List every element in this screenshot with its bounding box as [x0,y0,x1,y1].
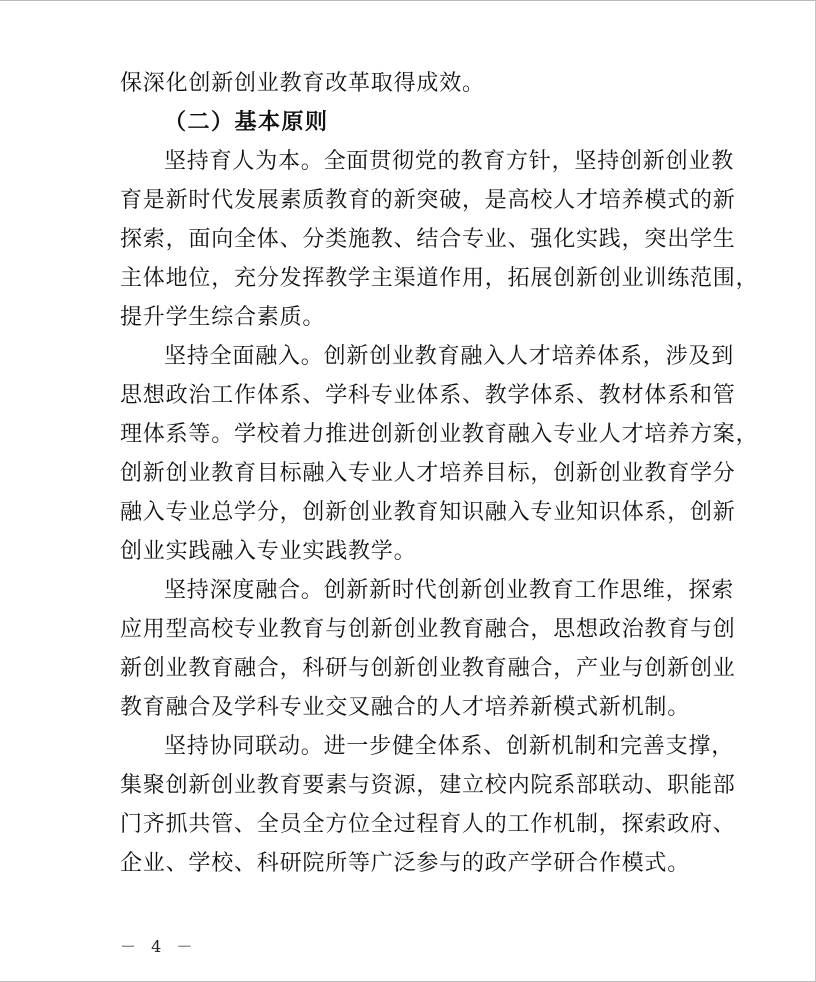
page-number: － 4 － [120,937,198,956]
document-body [120,64,759,883]
principle-paragraph-2-line-6: 创业实践融入专业实践教学。 [120,539,417,564]
principle-paragraph-1-line-1: 坚持育人为本。全面贯彻党的教育方针，坚持创新创业教 [164,149,735,174]
principle-paragraph-2-line-4: 创新创业教育目标融入专业人才培养目标，创新创业教育学分 [120,461,736,486]
principle-paragraph-2-line-2: 思想政治工作体系、学科专业体系、教学体系、教材体系和管 [120,383,736,408]
principle-paragraph-3-line-4: 教育融合及学科专业交叉融合的人才培养新模式新机制。 [120,695,691,720]
principle-paragraph-2-line-5: 融入专业总学分，创新创业教育知识融入专业知识体系，创新 [120,500,736,525]
principle-paragraph-1-line-3: 探索，面向全体、分类施教、结合专业、强化实践，突出学生 [120,227,736,252]
principle-paragraph-1-line-5: 提升学生综合素质。 [120,305,326,330]
principle-paragraph-3-line-2: 应用型高校专业教育与创新创业教育融合，思想政治教育与创 [120,617,736,642]
principle-paragraph-4-line-2: 集聚创新创业教育要素与资源，建立校内院系部联动、职能部 [120,773,736,798]
principle-paragraph-4-line-4: 企业、学校、科研院所等广泛参与的政产学研合作模式。 [120,851,691,876]
principle-paragraph-2-line-1: 坚持全面融入。创新创业教育融入人才培养体系，涉及到 [164,344,735,369]
principle-paragraph-2-line-3: 理体系等。学校着力推进创新创业教育融入专业人才培养方案， [120,422,759,447]
principle-paragraph-3-line-3: 新创业教育融合，科研与创新创业教育融合，产业与创新创业 [120,656,736,681]
principle-paragraph-1-line-4: 主体地位，充分发挥教学主渠道作用，拓展创新创业训练范围， [120,266,759,291]
principle-paragraph-4-line-1: 坚持协同联动。进一步健全体系、创新机制和完善支撑， [164,734,735,759]
section-heading-basic-principles: （二）基本原则 [164,109,329,135]
page-top-border [0,0,816,1]
paragraph-ending-line: 保深化创新创业教育改革取得成效。 [120,71,485,96]
principle-paragraph-4-line-3: 门齐抓共管、全员全方位全过程育人的工作机制，探索政府、 [120,812,736,837]
principle-paragraph-1-line-2: 育是新时代发展素质教育的新突破，是高校人才培养模式的新 [120,188,736,213]
principle-paragraph-3-line-1: 坚持深度融合。创新新时代创新创业教育工作思维，探索 [164,578,735,603]
